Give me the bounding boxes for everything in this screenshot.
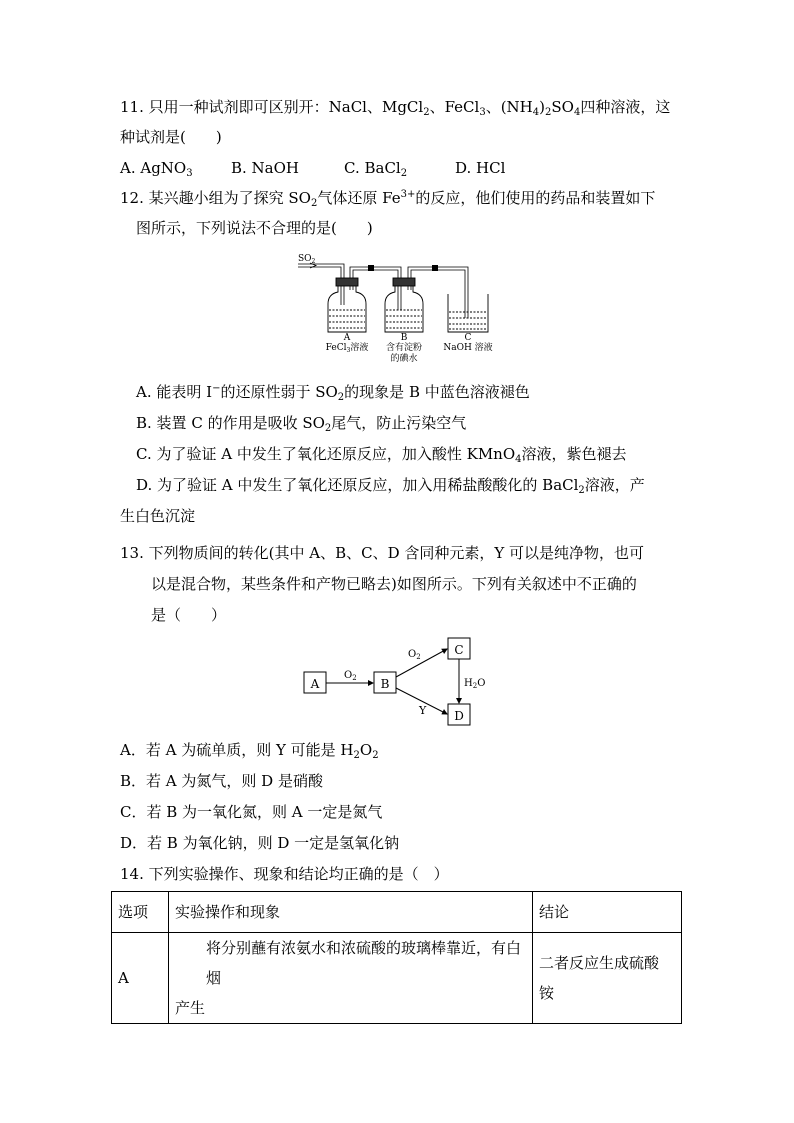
q11-options <box>120 158 505 178</box>
q13-option-c: C．若 B 为一氧化氮，则 A 一定是氮气 <box>120 803 383 821</box>
node-b-label: B <box>380 677 390 691</box>
bottle-b-label-2: 的碘水 <box>390 354 418 364</box>
bottle-a-letter: A <box>343 333 351 343</box>
q12-option-b: B. 装置 C 的作用是吸收 $SO_2$尾气，防止污染空气 <box>136 414 467 434</box>
o2-label-ab: $O_2$ <box>344 670 357 682</box>
beaker-c-letter: C <box>464 333 472 343</box>
q14-stem: 14. 下列实验操作、现象和结论均正确的是（ ） <box>120 865 449 883</box>
q11-option-b: B. NaOH <box>231 159 300 177</box>
table-header-row <box>112 892 682 933</box>
y-label: Y <box>419 704 427 717</box>
bottle-b-letter: B <box>400 333 408 343</box>
table-header-conclusion: 结论 <box>533 892 682 933</box>
o2-label-bc: $O_2$ <box>408 649 421 661</box>
table-header-operation: 实验操作和现象 <box>169 892 533 933</box>
beaker-c-label: NaOH 溶液 <box>443 343 493 353</box>
q11-option-a: A. AgNO$_3$ <box>120 159 193 179</box>
connecting-tube-ab <box>350 267 401 310</box>
q11-option-d: D. HCl <box>455 159 506 177</box>
q13-option-a: A．若 A 为硫单质，则 Y 可能是 $H_2O_2$ <box>120 741 379 761</box>
table-row <box>112 933 682 1024</box>
q12-option-a: A. 能表明 I−的还原性弱于 $SO_2$的现象是 B 中蓝色溶液褪色 <box>136 383 530 403</box>
connecting-tube-bc <box>408 267 468 318</box>
bottle-a-icon <box>328 278 366 332</box>
so2-inlet-label: $SO_2$ <box>298 254 316 265</box>
clamp-icon <box>368 265 374 271</box>
bottle-b-label-1: 含有淀粉 <box>385 343 423 353</box>
clamp-icon <box>432 265 438 271</box>
node-c-label: C <box>454 643 464 657</box>
q12-option-d-line2: 生白色沉淀 <box>120 507 196 525</box>
q12-stem-line2: 图所示，下列说法不合理的是( ) <box>136 219 373 237</box>
q12-stem-line1: 12. 某兴趣小组为了探究 $SO_2$气体还原 $Fe^{3+}$的反应，他们使用的药品和装置如下 <box>120 189 656 209</box>
arrow-b-to-c-icon <box>396 649 447 677</box>
q11-option-c: C. BaCl$_2$ <box>344 159 408 179</box>
node-d-label: D <box>454 709 464 723</box>
bottle-b-icon <box>385 278 423 332</box>
q13-option-b: B．若 A 为氮气，则 D 是硝酸 <box>120 772 323 790</box>
q13-stem-line3: 是（ ） <box>151 606 227 624</box>
q14-table <box>111 891 682 1024</box>
q12-option-d: D. 为了验证 A 中发生了氧化还原反应，加入用稀盐酸酸化的 BaCl$_2$溶液，产 <box>136 476 645 496</box>
q13-option-d: D．若 B 为氧化钠，则 D 一定是氢氧化钠 <box>120 834 400 852</box>
q11-stem-line2: 种试剂是( ) <box>120 128 222 146</box>
q13-stem-line2: 以是混合物，某些条件和产物已略去)如图所示。下列有关叙述中不正确的 <box>151 575 637 593</box>
table-cell-conclusion: 二者反应生成硫酸 铵 <box>533 933 682 1024</box>
node-a-label: A <box>310 677 320 691</box>
table-cell-operation: 将分别蘸有浓氨水和浓硫酸的玻璃棒靠近，有白烟 产生 <box>169 933 533 1024</box>
q12-option-c: C. 为了验证 A 中发生了氧化还原反应，加入酸性 KMnO$_4$溶液，紫色褪去 <box>136 445 627 465</box>
bottle-a-label: FeCl$_3$溶液 <box>325 343 369 354</box>
table-header-option: 选项 <box>112 892 169 933</box>
h2o-label: $H_2O$ <box>464 678 486 690</box>
q11-stem-line1: 11. 只用一种试剂即可区别开：NaCl、MgCl$_2$、FeCl$_3$、$(NH_4)_2SO_4$四种溶液，这 <box>120 98 671 118</box>
q13-stem-line1: 13. 下列物质间的转化(其中 A、B、C、D 含同种元素，Y 可以是纯净物，也可 <box>120 544 645 562</box>
q13-conversion-diagram <box>300 632 490 730</box>
q12-apparatus-figure <box>296 250 506 368</box>
table-cell-option: A <box>112 933 169 1024</box>
